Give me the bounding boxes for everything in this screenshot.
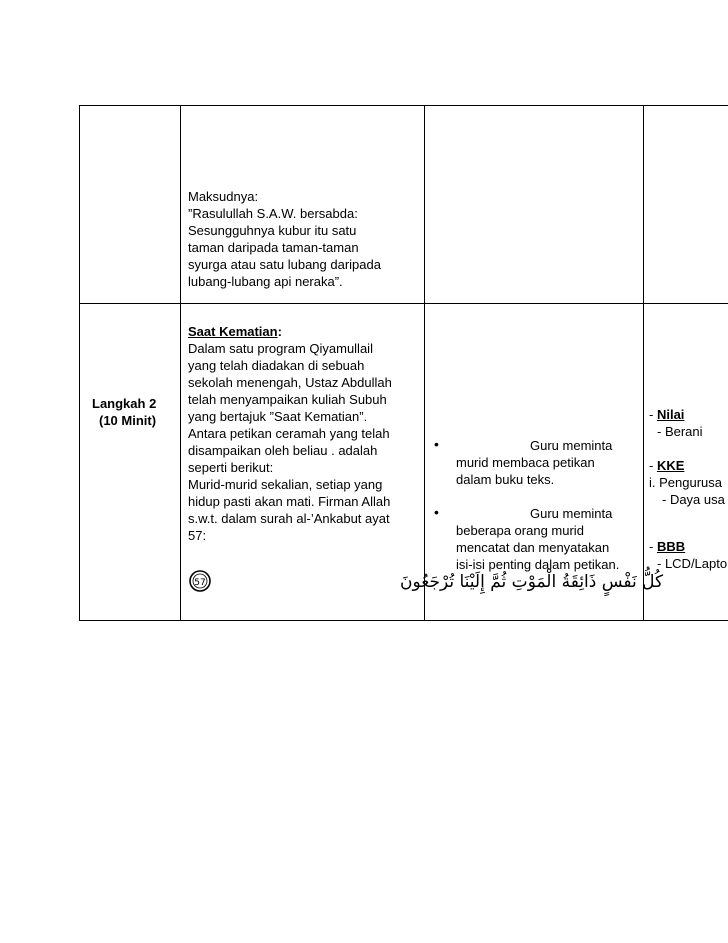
- activity-line: isi-isi penting dalam petikan.: [456, 557, 620, 572]
- table-bottom-border: [79, 620, 728, 621]
- content-line: hidup pasti akan mati. Firman Allah: [188, 494, 391, 509]
- content-line: Dalam satu program Qiyamullail: [188, 341, 373, 356]
- verse-number: 57: [194, 578, 206, 588]
- activity-line: dalam buku teks.: [456, 472, 555, 487]
- table-top-border: [79, 105, 728, 106]
- activity-line: Guru meminta: [530, 438, 613, 453]
- kke-label: KKE: [656, 458, 685, 473]
- activity-line: Guru meminta: [530, 506, 613, 521]
- kke-line: - Daya usa: [662, 492, 725, 507]
- content-line: sekolah menengah, Ustaz Abdullah: [188, 375, 392, 390]
- kke-line: i. Pengurusa: [649, 475, 722, 490]
- activity-line: murid membaca petikan: [456, 455, 595, 470]
- content-line: 57:: [188, 528, 207, 543]
- content-line: Antara petikan ceramah yang telah: [188, 426, 390, 441]
- bbb-value: - LCD/Lapto: [657, 556, 728, 571]
- maksud-line: Maksudnya:: [188, 189, 259, 204]
- verse-text: كُلُّ نَفْسٍ ذَائِقَةُ الْمَوْتِ ثُمَّ إِلَيْنَا تُرْجَعُونَ: [400, 572, 664, 592]
- nilai-heading: - Nilai: [649, 407, 685, 422]
- column-border: [79, 105, 80, 621]
- nilai-value: - Berani: [657, 424, 703, 439]
- nilai-label: Nilai: [656, 407, 685, 422]
- heading-text: Saat Kematian: [188, 324, 278, 339]
- maksud-line: Sesungguhnya kubur itu satu: [188, 223, 357, 238]
- content-line: yang telah diadakan di sebuah: [188, 358, 365, 373]
- step-duration: (10 Minit): [99, 413, 157, 428]
- activity-line: beberapa orang murid: [456, 523, 584, 538]
- content-line: seperti berikut:: [188, 460, 274, 475]
- content-line: yang bertajuk ”Saat Kematian”.: [188, 409, 368, 424]
- maksud-line: syurga atau satu lubang daripada: [188, 257, 381, 272]
- column-border: [424, 105, 425, 621]
- content-line: s.w.t. dalam surah al-’Ankabut ayat: [188, 511, 390, 526]
- column-border: [180, 105, 181, 621]
- maksud-line: lubang-lubang api neraka”.: [188, 274, 343, 289]
- column-border: [643, 105, 644, 621]
- row-divider: [79, 303, 728, 304]
- bbb-heading: - BBB: [649, 539, 686, 554]
- content-line: Murid-murid sekalian, setiap yang: [188, 477, 383, 492]
- kke-heading: - KKE: [649, 458, 685, 473]
- bullet: •: [434, 436, 439, 452]
- content-heading: Saat Kematian:: [188, 324, 282, 339]
- step-label: Langkah 2: [92, 396, 157, 411]
- bullet: •: [434, 504, 439, 520]
- bbb-label: BBB: [656, 539, 686, 554]
- content-line: telah menyampaikan kuliah Subuh: [188, 392, 387, 407]
- content-line: disampaikan oleh beliau . adalah: [188, 443, 378, 458]
- activity-line: mencatat dan menyatakan: [456, 540, 610, 555]
- maksud-line: taman daripada taman-taman: [188, 240, 359, 255]
- maksud-line: ”Rasulullah S.A.W. bersabda:: [188, 206, 358, 221]
